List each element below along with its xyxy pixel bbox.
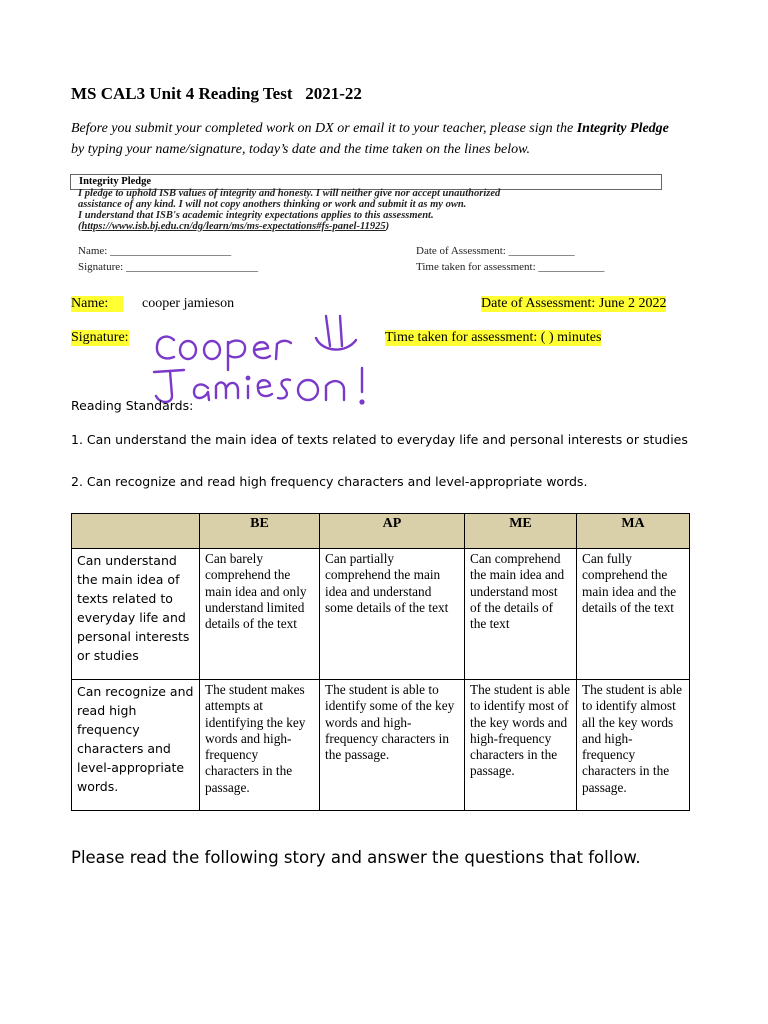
rubric-cell: The student is able to identify some of the key words and high-frequency characters in the passage. [320,680,465,811]
rubric-cell: Can barely comprehend the main idea and only understand limited details of the text [200,549,320,680]
integrity-pledge-image [70,174,662,278]
rubric-row-label: Can recognize and read high frequency characters and level-appropriate words. [72,680,200,811]
rubric-row-label: Can understand the main idea of texts related to everyday life and personal interests or studies [72,549,200,680]
pledge-paren-close: ) [385,221,390,232]
rubric-cell: Can fully comprehend the main idea and the details of the text [577,549,690,680]
pledge-link: https://www.isb.bj.edu.cn/dg/learn/ms/ms-expectations#fs-panel-11925 [81,221,386,232]
closing-instruction: Please read the following story and answer the questions that follow. [71,848,641,867]
pledge-line: I pledge to uphold ISB values of integrity and honesty. I will neither give nor accept unauthorized [78,188,501,199]
rubric-cell: Can partially comprehend the main idea and understand some details of the text [320,549,465,680]
name-label: Name: [71,296,123,312]
handwritten-signature [150,308,380,412]
pledge-name-field: Name: ______________________ [78,245,232,257]
pledge-time-field: Time taken for assessment: ____________ [416,261,605,273]
rubric-cell: The student makes attempts at identifying the key words and high-frequency characters in the passage. [200,680,320,811]
rubric-header-me: ME [465,514,577,549]
pledge-link-line [78,221,389,232]
rubric-header-be: BE [200,514,320,549]
signature-label: Signature: [71,330,129,345]
rubric-cell: The student is able to identify most of the key words and high-frequency characters in the passage. [465,680,577,811]
rubric-cell: The student is able to identify almost all the key words and high-frequency characters in the passage. [577,680,690,811]
rubric-cell: Can comprehend the main idea and understand most of the details of the text [465,549,577,680]
intro-text-after: by typing your name/signature, today’s date and the time taken on the lines below. [71,142,530,157]
pledge-paren-open: ( [78,221,82,232]
rubric-table [71,513,690,811]
rubric-header-ap: AP [320,514,465,549]
pledge-line: assistance of any kind. I will not copy anothers thinking or work and submit it as my own. [78,199,467,210]
intro-paragraph [71,118,683,160]
intro-text-before: Before you submit your completed work on DX or email it to your teacher, please sign the [71,121,577,136]
pledge-signature-field: Signature: ________________________ [78,261,258,273]
table-row [72,680,690,811]
name-value: cooper jamieson [142,296,235,311]
intro-bold-pledge: Integrity Pledge [576,121,669,136]
pledge-line: I understand that ISB's academic integrity expectations applies to this assessment. [78,210,434,221]
standards-title: Reading Standards: [71,398,194,413]
time-taken: Time taken for assessment: ( ) minutes [385,330,602,345]
standard-item-1: 1. Can understand the main idea of texts related to everyday life and personal interests or studies [71,432,688,447]
page-title: MS CAL3 Unit 4 Reading Test 2021-22 [71,84,362,103]
standard-item-2: 2. Can recognize and read high frequency characters and level-appropriate words. [71,474,588,489]
table-row [72,549,690,680]
pledge-title: Integrity Pledge [79,176,152,187]
date-of-assessment: Date of Assessment: June 2 2022 [481,296,667,311]
pledge-date-field: Date of Assessment: ____________ [416,245,575,257]
rubric-header-ma: MA [577,514,690,549]
rubric-header-empty [72,514,200,549]
